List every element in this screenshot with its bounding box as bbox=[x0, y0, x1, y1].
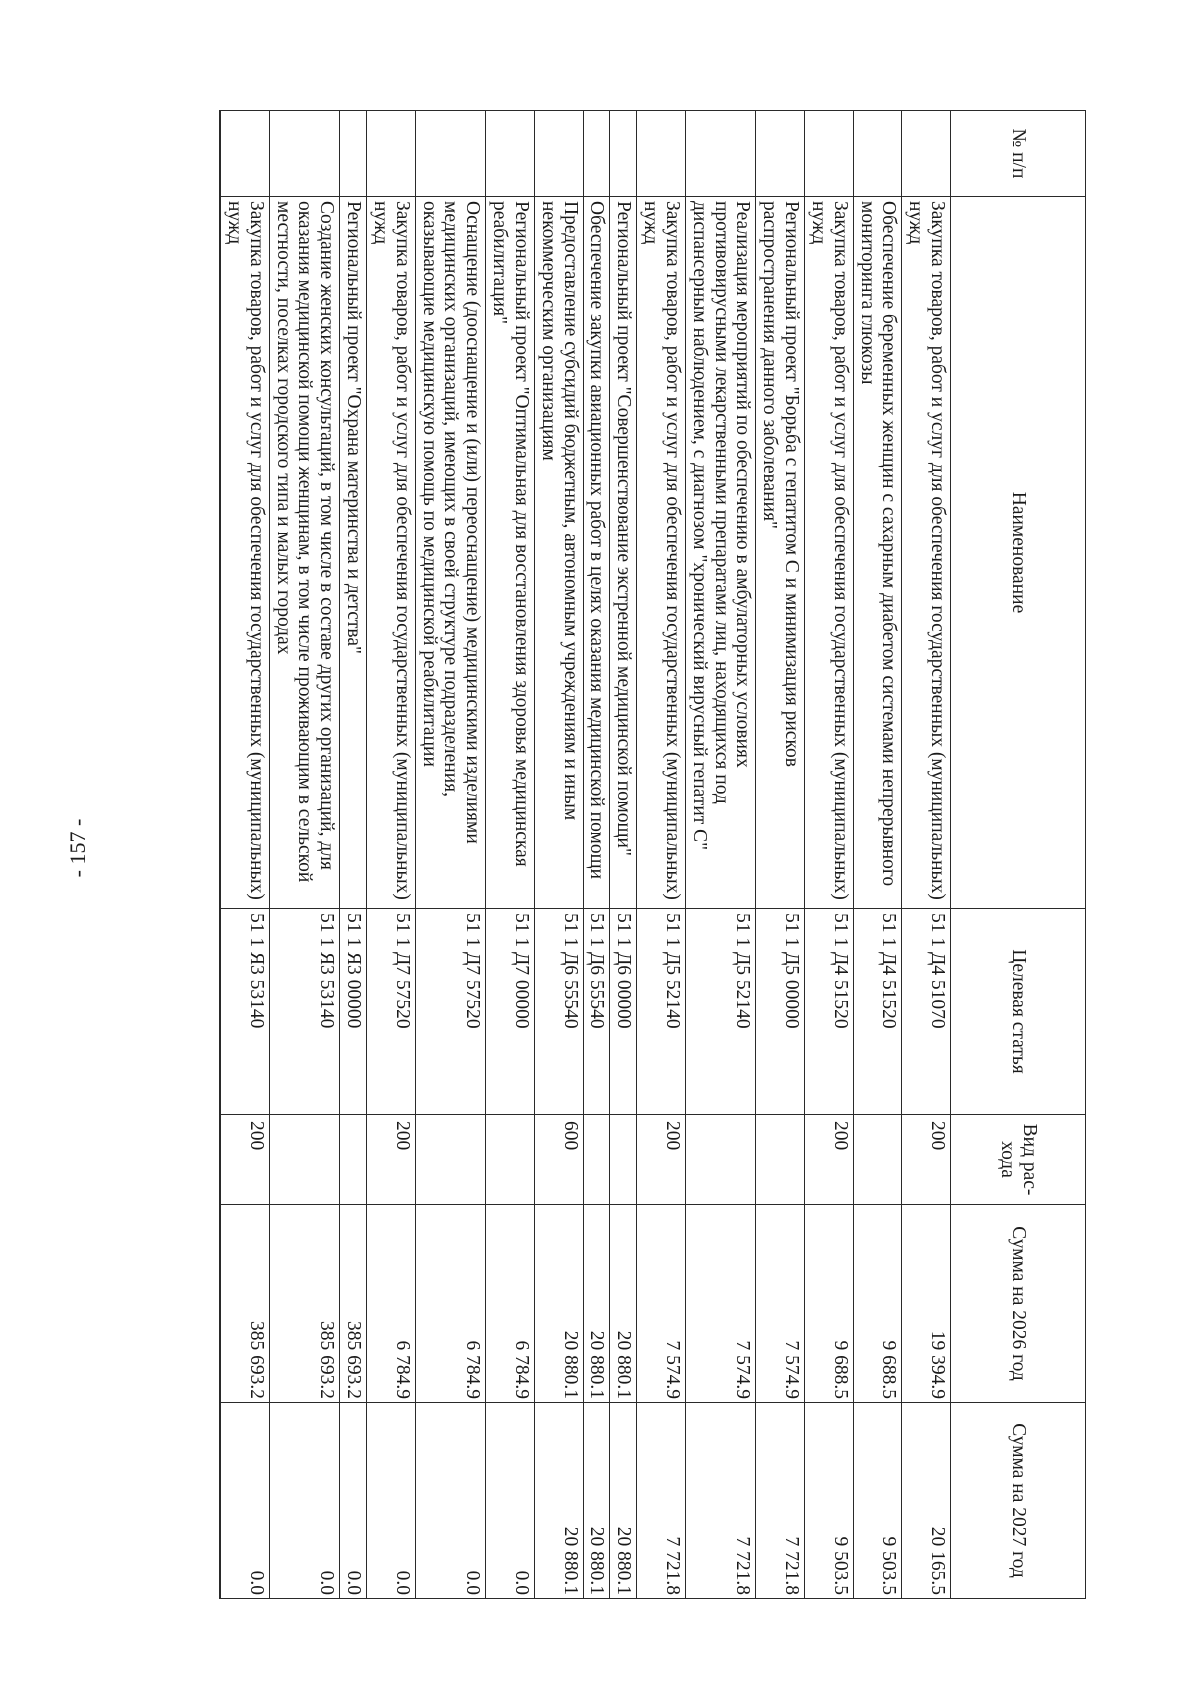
row-sum-2027: 20 880.1 bbox=[583, 1403, 610, 1599]
row-name: Закупка товаров, работ и услуг для обеспечения государственных (муниципальных) нужд bbox=[805, 197, 854, 909]
row-sum-2027: 0.0 bbox=[269, 1403, 339, 1599]
row-code: 51 1 Д5 52140 bbox=[637, 909, 686, 1115]
row-index bbox=[685, 111, 755, 197]
row-sum-2026: 6 784.9 bbox=[415, 1205, 485, 1403]
row-code: 51 1 Д4 51070 bbox=[902, 909, 951, 1115]
row-name: Закупка товаров, работ и услуг для обеспечения государственных (муниципальных) нужд bbox=[637, 197, 686, 909]
row-sum-2027: 9 503.5 bbox=[805, 1403, 854, 1599]
row-sum-2026: 6 784.9 bbox=[486, 1205, 535, 1403]
header-sum-2027: Сумма на 2027 год bbox=[951, 1403, 1086, 1599]
row-kind bbox=[756, 1115, 805, 1205]
budget-table bbox=[219, 110, 1086, 1599]
table-row bbox=[853, 111, 902, 1599]
table-row bbox=[902, 111, 951, 1599]
row-code: 51 1 Д7 57520 bbox=[415, 909, 485, 1115]
row-code: 51 1 Д4 51520 bbox=[805, 909, 854, 1115]
table-header-row bbox=[951, 111, 1086, 1599]
header-sum-2026: Сумма на 2026 год bbox=[951, 1205, 1086, 1403]
table-row bbox=[534, 111, 583, 1599]
row-name: Региональный проект "Охрана материнства и детства" bbox=[340, 197, 367, 909]
row-sum-2027: 0.0 bbox=[220, 1403, 269, 1599]
page-number: - 157 - bbox=[65, 818, 90, 878]
row-sum-2027: 7 721.8 bbox=[685, 1403, 755, 1599]
row-code: 51 1 Д7 00000 bbox=[486, 909, 535, 1115]
row-kind: 600 bbox=[534, 1115, 583, 1205]
table-row bbox=[415, 111, 485, 1599]
row-sum-2027: 7 721.8 bbox=[756, 1403, 805, 1599]
row-name: Региональный проект "Совершенствование экстренной медицинской помощи" bbox=[610, 197, 637, 909]
row-kind bbox=[269, 1115, 339, 1205]
row-sum-2027: 0.0 bbox=[340, 1403, 367, 1599]
row-kind bbox=[853, 1115, 902, 1205]
row-kind bbox=[583, 1115, 610, 1205]
row-name: Закупка товаров, работ и услуг для обеспечения государственных (муниципальных) нужд bbox=[220, 197, 269, 909]
row-sum-2027: 20 165.5 bbox=[902, 1403, 951, 1599]
row-index bbox=[583, 111, 610, 197]
row-name: Закупка товаров, работ и услуг для обеспечения государственных (муниципальных) нужд bbox=[367, 197, 416, 909]
row-name: Реализация мероприятий по обеспечению в амбулаторных условиях противовирусными лекарственными препаратами лиц, находящихся под диспансерным наблюдением, с диагнозом "хронический вирусный гепатит С" bbox=[685, 197, 755, 909]
row-kind: 200 bbox=[902, 1115, 951, 1205]
row-sum-2026: 20 880.1 bbox=[534, 1205, 583, 1403]
row-code: 51 1 Я3 53140 bbox=[269, 909, 339, 1115]
row-sum-2026: 7 574.9 bbox=[637, 1205, 686, 1403]
row-index bbox=[610, 111, 637, 197]
row-sum-2026: 19 394.9 bbox=[902, 1205, 951, 1403]
row-sum-2026: 7 574.9 bbox=[685, 1205, 755, 1403]
row-sum-2026: 9 688.5 bbox=[853, 1205, 902, 1403]
row-index bbox=[340, 111, 367, 197]
header-kind: Вид рас- хода bbox=[951, 1115, 1086, 1205]
row-sum-2027: 0.0 bbox=[486, 1403, 535, 1599]
table-row bbox=[805, 111, 854, 1599]
row-name: Создание женских консультаций, в том числе в составе других организаций, для оказания медицинской помощи женщинам, в том числе проживающим в сельской местности, поселках городского типа и малых городах bbox=[269, 197, 339, 909]
row-sum-2026: 385 693.2 bbox=[220, 1205, 269, 1403]
table-row bbox=[637, 111, 686, 1599]
row-sum-2026: 20 880.1 bbox=[610, 1205, 637, 1403]
row-kind bbox=[610, 1115, 637, 1205]
row-kind: 200 bbox=[367, 1115, 416, 1205]
row-code: 51 1 Д5 52140 bbox=[685, 909, 755, 1115]
table-row bbox=[340, 111, 367, 1599]
row-sum-2027: 20 880.1 bbox=[610, 1403, 637, 1599]
row-code: 51 1 Д7 57520 bbox=[367, 909, 416, 1115]
table-row bbox=[367, 111, 416, 1599]
header-index: № п/п bbox=[951, 111, 1086, 197]
row-kind: 200 bbox=[637, 1115, 686, 1205]
row-code: 51 1 Я3 53140 bbox=[220, 909, 269, 1115]
row-index bbox=[805, 111, 854, 197]
row-name: Оснащение (дооснащение и (или) переоснащение) медицинскими изделиями медицинских организаций, имеющих в своей структуре подразделения, оказывающие медицинскую помощь по медицинской реабилитации bbox=[415, 197, 485, 909]
row-sum-2027: 0.0 bbox=[415, 1403, 485, 1599]
row-sum-2026: 6 784.9 bbox=[367, 1205, 416, 1403]
budget-table-rotated bbox=[132, 110, 1086, 1598]
row-sum-2026: 20 880.1 bbox=[583, 1205, 610, 1403]
row-sum-2026: 385 693.2 bbox=[269, 1205, 339, 1403]
row-name: Региональный проект "Борьба с гепатитом С и минимизация рисков распространения данного заболевания" bbox=[756, 197, 805, 909]
row-sum-2026: 385 693.2 bbox=[340, 1205, 367, 1403]
table-row bbox=[685, 111, 755, 1599]
row-index bbox=[486, 111, 535, 197]
row-kind bbox=[415, 1115, 485, 1205]
table-row bbox=[269, 111, 339, 1599]
row-sum-2027: 9 503.5 bbox=[853, 1403, 902, 1599]
row-name: Предоставление субсидий бюджетным, автономным учреждениям и иным некоммерческим организациям bbox=[534, 197, 583, 909]
table-row bbox=[486, 111, 535, 1599]
row-code: 51 1 Д5 00000 bbox=[756, 909, 805, 1115]
row-index bbox=[415, 111, 485, 197]
row-sum-2027: 7 721.8 bbox=[637, 1403, 686, 1599]
header-name: Наименование bbox=[951, 197, 1086, 909]
row-kind bbox=[685, 1115, 755, 1205]
row-code: 51 1 Д6 55540 bbox=[534, 909, 583, 1115]
row-code: 51 1 Д6 00000 bbox=[610, 909, 637, 1115]
row-sum-2027: 20 880.1 bbox=[534, 1403, 583, 1599]
row-sum-2026: 9 688.5 bbox=[805, 1205, 854, 1403]
row-name: Обеспечение закупки авиационных работ в целях оказания медицинской помощи bbox=[583, 197, 610, 909]
row-index bbox=[756, 111, 805, 197]
row-index bbox=[637, 111, 686, 197]
row-name: Обеспечение беременных женщин с сахарным диабетом системами непрерывного мониторинга глюкозы bbox=[853, 197, 902, 909]
row-kind bbox=[340, 1115, 367, 1205]
row-kind bbox=[486, 1115, 535, 1205]
row-index bbox=[269, 111, 339, 197]
row-name: Региональный проект "Оптимальная для восстановления здоровья медицинская реабилитация" bbox=[486, 197, 535, 909]
table-row bbox=[610, 111, 637, 1599]
row-sum-2026: 7 574.9 bbox=[756, 1205, 805, 1403]
row-index bbox=[853, 111, 902, 197]
row-code: 51 1 Я3 00000 bbox=[340, 909, 367, 1115]
table-row bbox=[583, 111, 610, 1599]
row-index bbox=[367, 111, 416, 197]
row-code: 51 1 Д4 51520 bbox=[853, 909, 902, 1115]
header-code: Целевая статья bbox=[951, 909, 1086, 1115]
row-index bbox=[220, 111, 269, 197]
row-code: 51 1 Д6 55540 bbox=[583, 909, 610, 1115]
row-index bbox=[902, 111, 951, 197]
row-kind: 200 bbox=[220, 1115, 269, 1205]
row-kind: 200 bbox=[805, 1115, 854, 1205]
row-sum-2027: 0.0 bbox=[367, 1403, 416, 1599]
row-index bbox=[534, 111, 583, 197]
table-row bbox=[220, 111, 269, 1599]
table-row bbox=[756, 111, 805, 1599]
row-name: Закупка товаров, работ и услуг для обеспечения государственных (муниципальных) нужд bbox=[902, 197, 951, 909]
